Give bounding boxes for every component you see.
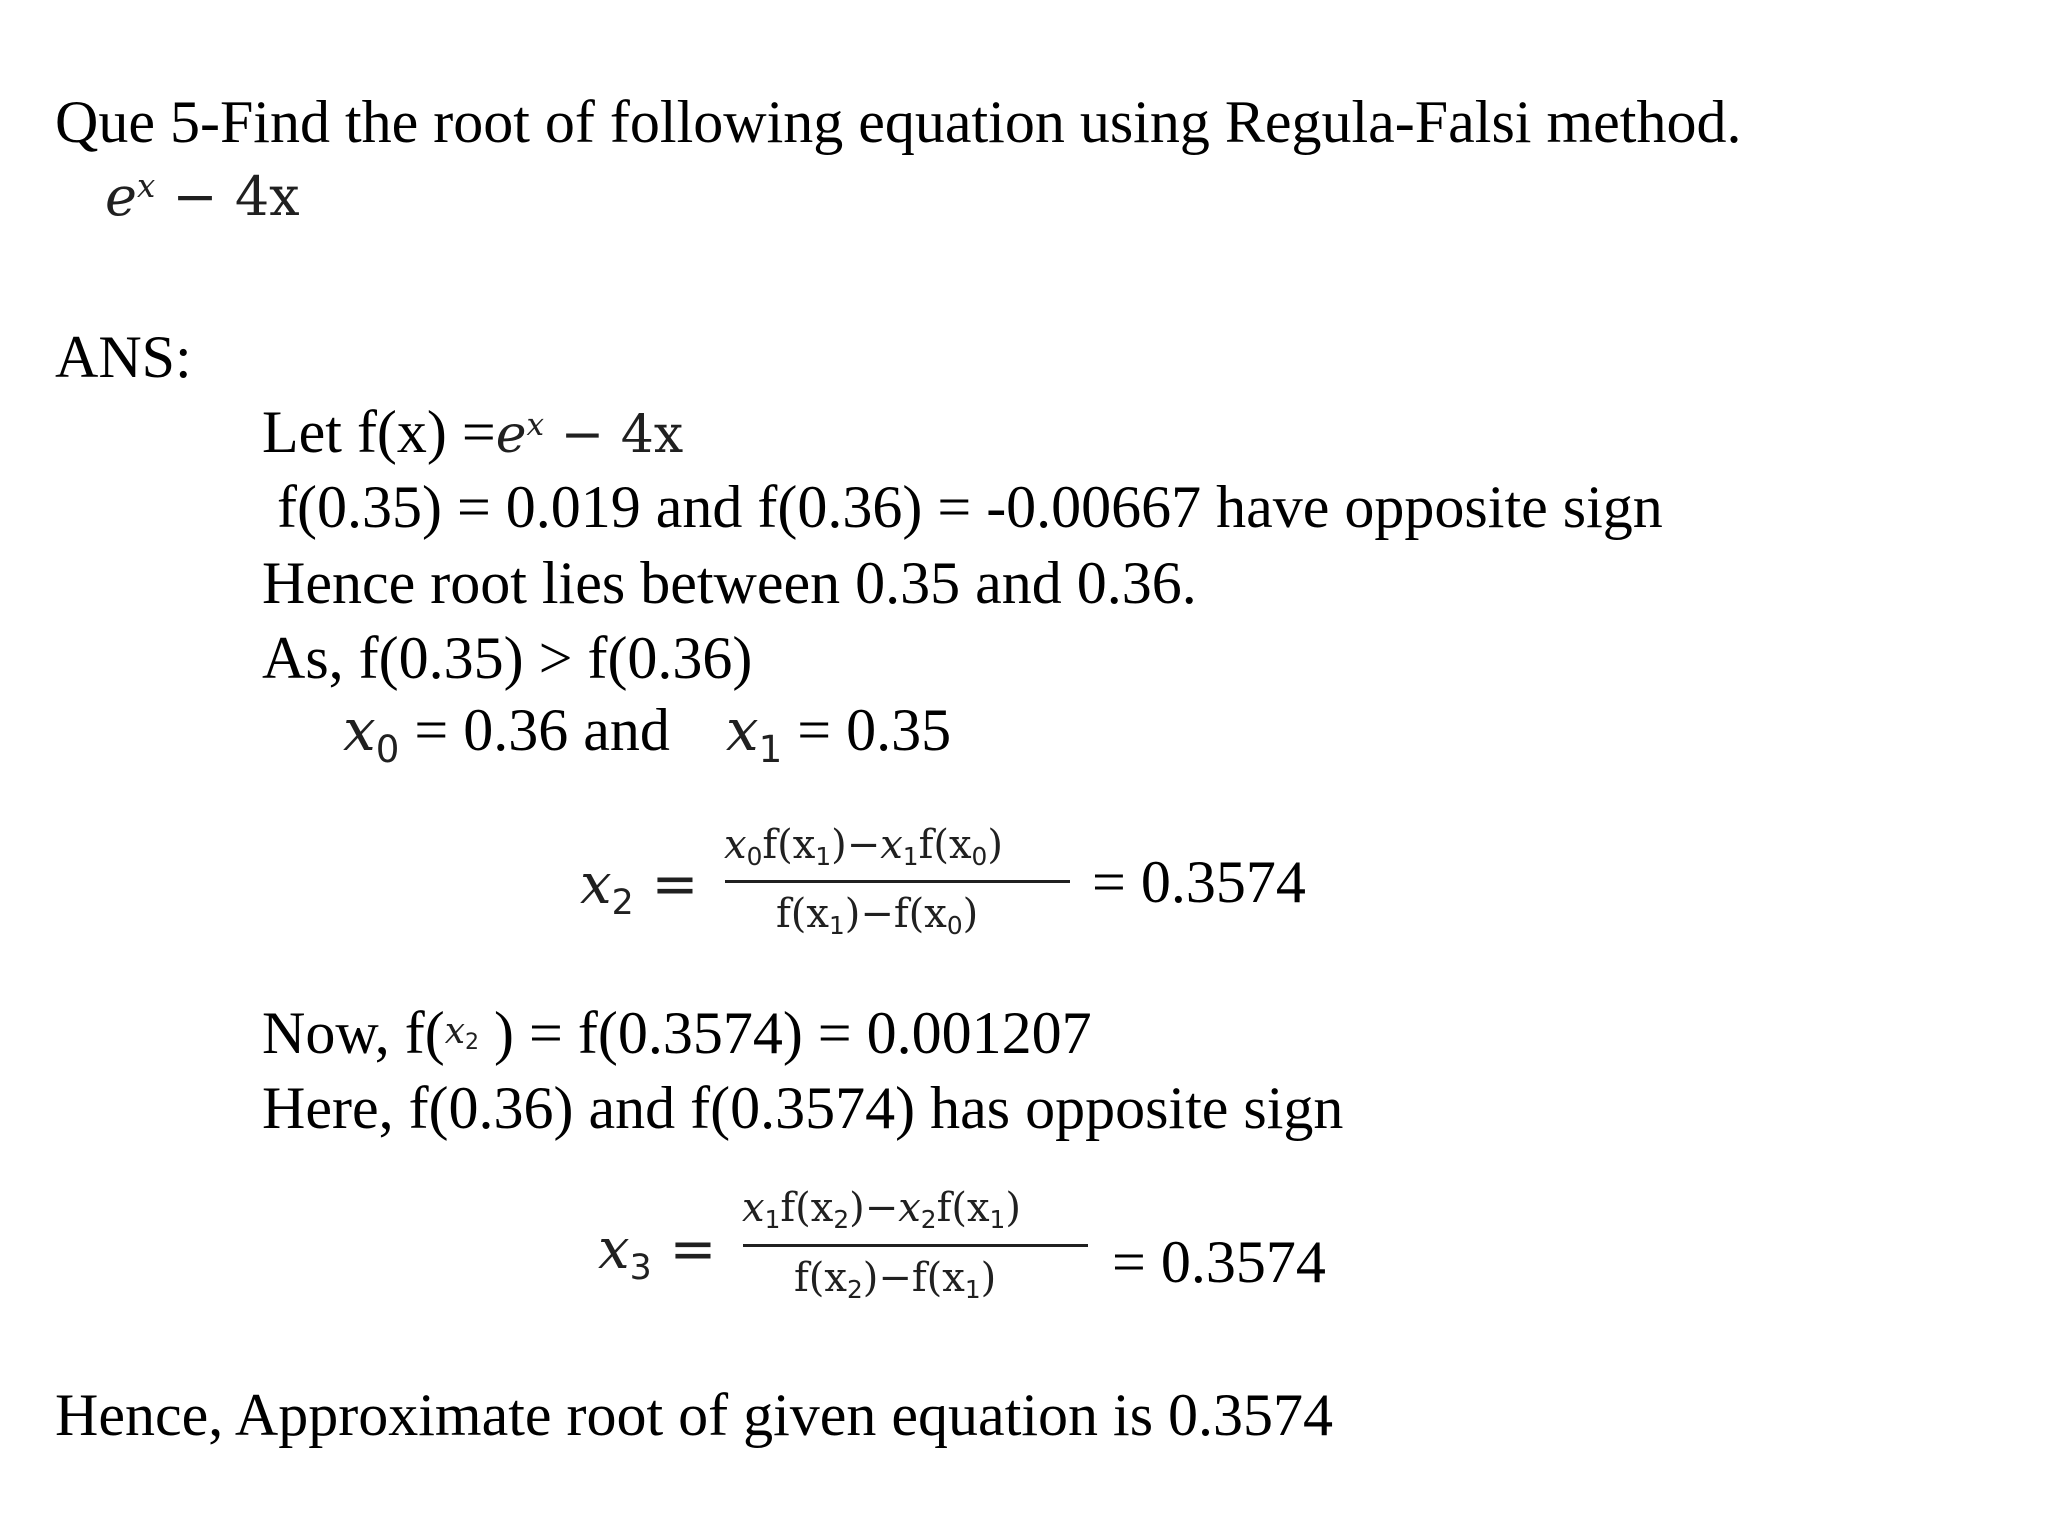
- x2-lhs-var: x: [580, 852, 612, 917]
- x3-denominator: f(x2)−f(x1): [794, 1255, 997, 1305]
- values-line: f(0.35) = 0.019 and f(0.36) = -0.00667 have opposite sign: [277, 474, 1663, 540]
- now-sub: 2: [465, 1030, 480, 1055]
- initial-values-line: [343, 696, 952, 771]
- here-line: Here, f(0.36) and f(0.3574) has opposite sign: [262, 1075, 1344, 1141]
- now-line: [262, 1000, 1092, 1066]
- x0-var: x: [343, 696, 376, 764]
- answer-label: ANS:: [55, 324, 192, 390]
- now-var: x: [444, 1011, 466, 1052]
- question-equation: [105, 165, 300, 228]
- root-interval-line: Hence root lies between 0.35 and 0.36.: [262, 550, 1197, 616]
- x3-lhs-sub: 3: [629, 1248, 652, 1289]
- x3-lhs-var: x: [598, 1217, 630, 1282]
- now-prefix: Now, f(: [262, 1000, 445, 1066]
- conclusion-line: Hence, Approximate root of given equation is 0.3574: [55, 1382, 1334, 1448]
- x3-result: = 0.3574: [1112, 1229, 1326, 1295]
- x3-fraction-bar: [743, 1244, 1088, 1247]
- let-prefix: Let f(x) =: [262, 399, 496, 465]
- question-title: Que 5-Find the root of following equation using Regula-Falsi method.: [55, 89, 1742, 155]
- x2-lhs: [580, 852, 699, 924]
- x2-fraction-bar: [725, 880, 1070, 883]
- let-equation-exponent: x: [526, 406, 545, 443]
- let-equation-base: e: [495, 405, 527, 465]
- comparison-line: As, f(0.35) > f(0.36): [262, 625, 753, 691]
- x2-result: = 0.3574: [1092, 849, 1306, 915]
- let-line: [262, 399, 684, 465]
- equation-base: e: [105, 165, 137, 228]
- x2-denominator: f(x1)−f(x0): [776, 891, 979, 941]
- equation-rest: − 4x: [155, 165, 300, 228]
- now-suffix: ) = f(0.3574) = 0.001207: [479, 1000, 1092, 1066]
- x2-numerator: x0f(x1)−x1f(x0): [724, 822, 1003, 872]
- equation-exponent: x: [136, 167, 156, 206]
- let-equation-rest: − 4x: [544, 405, 684, 465]
- x0-sub: 0: [375, 726, 400, 771]
- x2-lhs-sub: 2: [611, 883, 634, 924]
- x2-equals: =: [651, 852, 699, 917]
- x1-var: x: [725, 696, 759, 764]
- let-equation: [496, 405, 683, 465]
- x3-lhs: [598, 1217, 717, 1289]
- x3-equals: =: [669, 1217, 717, 1282]
- x0-text: = 0.36 and: [399, 697, 670, 763]
- x1-text: = 0.35: [782, 697, 952, 763]
- x1-sub: 1: [758, 726, 783, 771]
- x3-numerator: x1f(x2)−x2f(x1): [742, 1185, 1021, 1235]
